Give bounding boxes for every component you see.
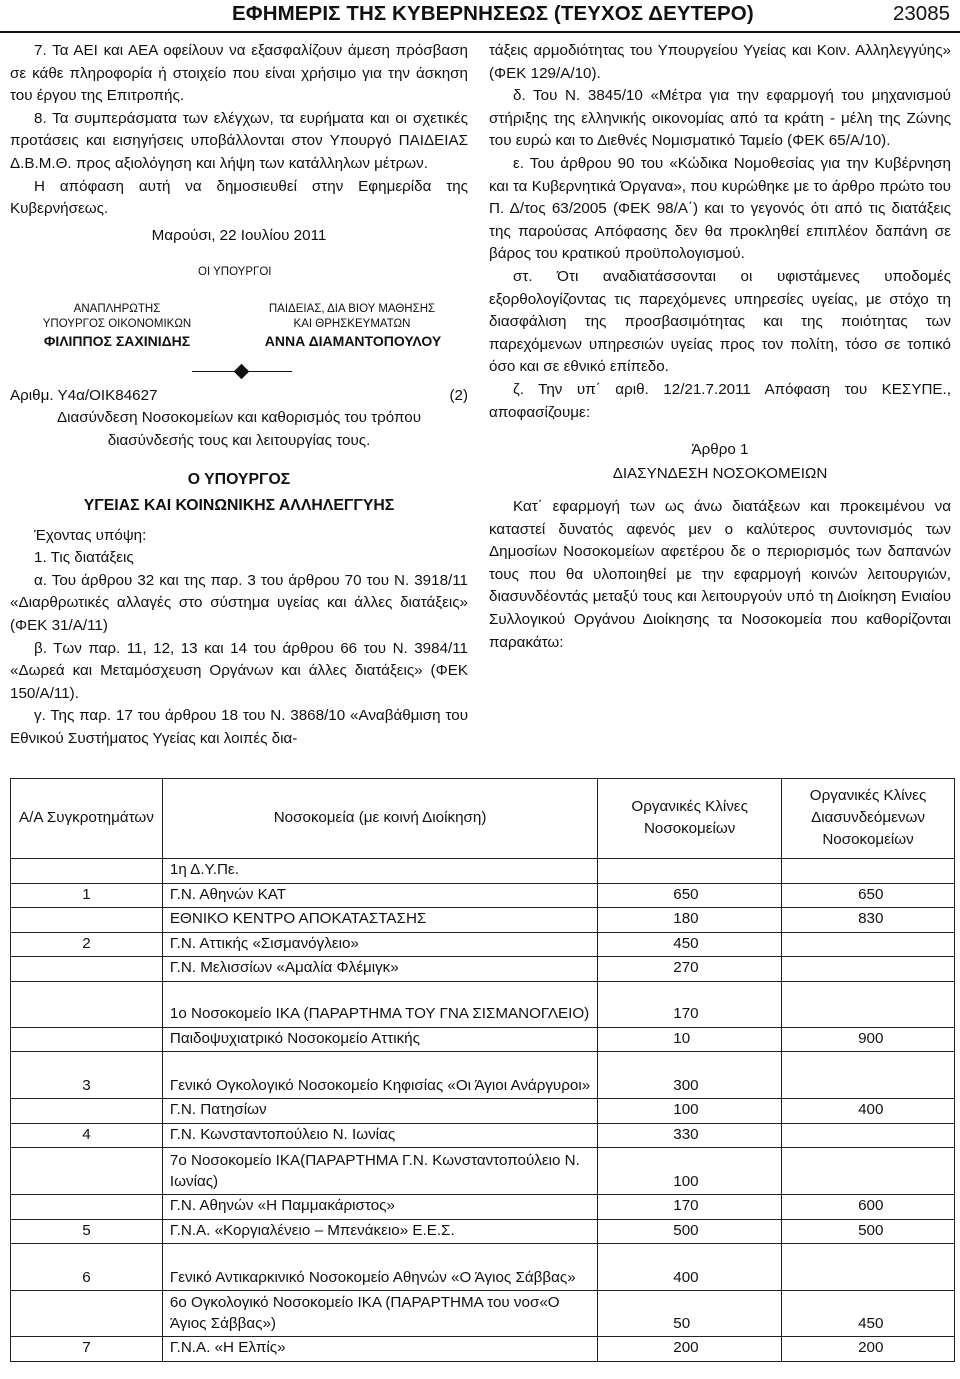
signatory-b-role-line-1: ΠΑΙΔΕΙΑΣ, ΔΙΑ ΒΙΟΥ ΜΑΘΗΣΗΣ [268, 302, 436, 315]
row-group-number: 7 [11, 1337, 163, 1362]
publish-order: Η απόφαση αυτή να δημοσιευθεί στην Εφημερίδα της Κυβερνήσεως. [10, 177, 468, 218]
table-row [11, 859, 955, 884]
table-row [11, 957, 955, 982]
place-date: Μαρούσι, 22 Ιουλίου 2011 [151, 226, 327, 244]
section-divider [10, 361, 468, 385]
gazette-title: ΕΦΗΜΕΡΙΣ ΤΗΣ ΚΥΒΕΡΝΗΣΕΩΣ (ΤΕΥΧΟΣ ΔΕΥΤΕΡΟ) [232, 2, 754, 25]
gazette-header [0, 0, 960, 34]
right-column [489, 40, 951, 654]
signatory-a-name: ΦΙΛΙΠΠΟΣ ΣΑΧΙΝΙΔΗΣ [43, 332, 191, 349]
row-hospital-beds: 100 [598, 1148, 782, 1195]
paragraph-8: 8. Τα συμπεράσματα των ελέγχων, τα ευρήματα και οι σχετικές προτάσεις και εισηγήσεις υποβάλλονται στον Υπουργό ΠΑΙΔΕΙΑΣ Δ.Β.Μ.Θ. προς αξιολόγηση και λήψη των κατάλληλων μέτρων. [10, 109, 468, 172]
row-group-number: 2 [11, 932, 163, 957]
row-joint-beds: 200 [782, 1337, 955, 1362]
row-hospital-beds [598, 859, 782, 884]
row-hospital-name: Γ.Ν. Αθηνών «Η Παμμακάριστος» [162, 1195, 597, 1220]
decision-index: (2) [449, 386, 468, 404]
row-hospital-name: Γενικό Ογκολογικό Νοσοκομείο Κηφισίας «Οι Άγιοι Ανάργυροι» [162, 1052, 597, 1099]
table-body [11, 859, 955, 1362]
row-group-number: 4 [11, 1123, 163, 1148]
row-hospital-beds: 300 [598, 1052, 782, 1099]
row-hospital-name: Γ.Ν.Α. «Κοργιαλένειο – Μπενάκειο» Ε.Ε.Σ. [162, 1219, 597, 1244]
header-rule [0, 31, 960, 33]
row-hospital-name: ΕΘΝΙΚΟ ΚΕΝΤΡΟ ΑΠΟΚΑΤΑΣΤΑΣΗΣ [162, 908, 597, 933]
row-hospital-beds: 10 [598, 1027, 782, 1052]
table-row [11, 1099, 955, 1124]
item-z: ζ. Την υπ΄ αριθ. 12/21.7.2011 Απόφαση του ΚΕΣΥΠΕ., αποφασίζουμε: [489, 380, 951, 421]
row-hospital-beds: 330 [598, 1123, 782, 1148]
row-group-number [11, 1027, 163, 1052]
hospitals-table [10, 778, 955, 1362]
row-hospital-name: 6ο Ογκολογικό Νοσοκομείο ΙΚΑ (ΠΑΡΑΡΤΗΜΑ του νοσ«Ο Άγιος Σάββας») [162, 1291, 597, 1337]
signatory-b-name: ΑΝΝΑ ΔΙΑΜΑΝΤΟΠΟΥΛΟΥ [264, 332, 442, 349]
row-joint-beds [782, 981, 955, 1027]
diamond-icon [234, 363, 250, 379]
row-hospital-name: Γ.Ν. Αθηνών ΚΑΤ [162, 883, 597, 908]
row-joint-beds: 600 [782, 1195, 955, 1220]
signatory-b-role-line-2: ΚΑΙ ΘΡΗΣΚΕΥΜΑΤΩΝ [293, 317, 411, 330]
row-hospital-beds: 450 [598, 932, 782, 957]
table-row [11, 1027, 955, 1052]
table-header-row [11, 779, 955, 859]
row-group-number: 6 [11, 1244, 163, 1291]
header-hospital-beds: Οργανικές Κλίνες Νοσοκομείων [598, 779, 782, 859]
row-hospital-name: 7ο Νοσοκομείο ΙΚΑ(ΠΑΡΑΡΤΗΜΑ Γ.Ν. Κωνσταντοπούλειο Ν. Ιωνίας) [162, 1148, 597, 1195]
decision-number-line [10, 385, 468, 408]
minister-line-2: ΥΓΕΙΑΣ ΚΑΙ ΚΟΙΝΩΝΙΚΗΣ ΑΛΛΗΛΕΓΓΥΗΣ [83, 496, 395, 514]
row-hospital-name: Γενικό Αντικαρκινικό Νοσοκομείο Αθηνών «Ο Άγιος Σάββας» [162, 1244, 597, 1291]
header-group-number: Α/Α Συγκροτημάτων [11, 779, 163, 859]
item-b: β. Των παρ. 11, 12, 13 και 14 του άρθρου 66 του Ν. 3984/11 «Δωρεά και Μεταμόσχευση Οργάνων και άλλες διατάξεις» (ΦΕΚ 150/Α/11). [10, 639, 468, 702]
row-hospital-beds: 180 [598, 908, 782, 933]
row-group-number [11, 859, 163, 884]
row-group-number: 1 [11, 883, 163, 908]
table-row [11, 1148, 955, 1195]
table-row [11, 908, 955, 933]
row-hospital-name: Γ.Ν. Αττικής «Σισμανόγλειο» [162, 932, 597, 957]
row-group-number [11, 1148, 163, 1195]
page-number: 23085 [892, 2, 950, 25]
continuation: τάξεις αρμοδιότητας του Υπουργείου Υγείας και Κοιν. Αλληλεγγύης» (ΦΕΚ 129/Α/10). [489, 42, 951, 82]
provisions: 1. Τις διατάξεις [34, 549, 134, 567]
row-joint-beds [782, 1244, 955, 1291]
row-hospital-beds: 50 [598, 1291, 782, 1337]
row-hospital-beds: 270 [598, 957, 782, 982]
row-joint-beds: 450 [782, 1291, 955, 1337]
row-group-number: 3 [11, 1052, 163, 1099]
row-hospital-name: Γ.Ν.Α. «Η Ελπίς» [162, 1337, 597, 1362]
row-hospital-beds: 200 [598, 1337, 782, 1362]
decision-title: Διασύνδεση Νοσοκομείων και καθορισμός του τρόπου διασύνδεσής τους και λειτουργίας τους. [56, 409, 422, 449]
paragraph-7: 7. Τα ΑΕΙ και ΑΕΑ οφείλουν να εξασφαλίζουν άμεση πρόσβαση σε κάθε πληροφορία ή στοιχείο που είναι χρήσιμο για την άσκηση του έργου της Επιτροπής. [10, 42, 468, 105]
table-row [11, 932, 955, 957]
row-hospital-beds: 100 [598, 1099, 782, 1124]
row-hospital-name: 1ο Νοσοκομείο ΙΚΑ (ΠΑΡΑΡΤΗΜΑ ΤΟΥ ΓΝΑ ΣΙΣΜΑΝΟΓΛΕΙΟ) [162, 981, 597, 1027]
considering: Έχοντας υπόψη: [34, 526, 147, 544]
row-joint-beds [782, 957, 955, 982]
row-joint-beds: 830 [782, 908, 955, 933]
row-joint-beds [782, 1052, 955, 1099]
article-text: Κατ΄ εφαρμογή των ως άνω διατάξεων και προκειμένου να καταστεί δυνατός αφενός μεν ο καλύτερος συντονισμός των Δημοσίων Νοσοκομείων αφετέρου δε ο περιορισμός των δαπανών τους που θα υλοποιηθεί με την εφαρμογή κοινών λειτουργιών, διασυνδέοντάς μεταξύ τους και λειτουργούν υπό τη Διοίκηση Ενιαίου Συλλογικού Οργάνου Διοίκησης τα Νοσοκομεία που καθορίζονται παρακάτω: [489, 498, 951, 651]
table-row [11, 1337, 955, 1362]
signatures-heading: ΟΙ ΥΠΟΥΡΓΟΙ [198, 265, 272, 278]
table-row [11, 1123, 955, 1148]
row-joint-beds: 900 [782, 1027, 955, 1052]
signatory-b-role [240, 302, 464, 332]
row-group-number [11, 981, 163, 1027]
row-joint-beds [782, 1123, 955, 1148]
item-d: δ. Του Ν. 3845/10 «Μέτρα για την εφαρμογή του μηχανισμού στήριξης της ελληνικής οικονομίας από τα κράτη - μέλη της Ζώνης του ευρώ και το Διεθνές Νομισματικό Ταμείο (ΦΕΚ 65/Α/10). [489, 87, 951, 150]
row-hospital-beds: 170 [598, 1195, 782, 1220]
row-hospital-name: Γ.Ν. Πατησίων [162, 1099, 597, 1124]
table-row [11, 1291, 955, 1337]
row-joint-beds [782, 1148, 955, 1195]
row-joint-beds: 400 [782, 1099, 955, 1124]
row-hospital-beds: 650 [598, 883, 782, 908]
row-hospital-name: Παιδοψυχιατρικό Νοσοκομείο Αττικής [162, 1027, 597, 1052]
signature-block [10, 255, 468, 361]
row-group-number: 5 [11, 1219, 163, 1244]
item-e: ε. Του άρθρου 90 του «Κώδικα Νομοθεσίας για την Κυβέρνηση και τα Κυβερνητικά Όργανα», που κυρώθηκε με το άρθρο πρώτο του Π. Δ/τος 63/2005 (ΦΕΚ 98/Α΄) και το γεγονός ότι από τις διατάξεις της παρούσας Απόφασης δεν θα προκληθεί επιπλέον δαπάνη σε βάρος του κρατικού προϋπολογισμού. [489, 154, 951, 263]
article-number: Άρθρο 1 [691, 441, 749, 459]
header-hospitals: Νοσοκομεία (με κοινή Διοίκηση) [162, 779, 597, 859]
row-group-number [11, 1291, 163, 1337]
row-joint-beds: 650 [782, 883, 955, 908]
row-group-number [11, 957, 163, 982]
row-joint-beds [782, 859, 955, 884]
signatory-a-role-line-2: ΥΠΟΥΡΓΟΣ ΟΙΚΟΝΟΜΙΚΩΝ [42, 317, 192, 330]
item-a: α. Του άρθρου 32 και της παρ. 3 του άρθρου 70 του Ν. 3918/11 «Διαρθρωτικές αλλαγές στο σύστημα υγείας και άλλες διατάξεις» (ΦΕΚ 31/Α/11) [10, 571, 468, 634]
row-joint-beds [782, 932, 955, 957]
table-row [11, 1244, 955, 1291]
item-st: στ. Ότι αναδιατάσσονται οι υφιστάμενες υποδομές εξορθολογίζοντας τις παρεχόμενες υπηρεσίες υγείας, με στόχο τη διασφάλιση της προσβασιμότητας και της ποιότητας των παρεχόμενων υπηρεσιών υγείας προς τον πολίτη, τόσο σε τοπικό όσο και σε εθνικό επίπεδο. [489, 267, 951, 376]
row-hospital-name: Γ.Ν. Μελισσίων «Αμαλία Φλέμιγκ» [162, 957, 597, 982]
decision-number: Αριθμ. Υ4α/ΟΙΚ84627 [10, 386, 158, 404]
row-hospital-name: 1η Δ.Υ.Πε. [162, 859, 597, 884]
minister-line-1: Ο ΥΠΟΥΡΓΟΣ [187, 470, 291, 488]
signatory-a-role [10, 302, 224, 332]
table-row [11, 1195, 955, 1220]
row-hospital-name: Γ.Ν. Κωνσταντοπούλειο Ν. Ιωνίας [162, 1123, 597, 1148]
row-joint-beds: 500 [782, 1219, 955, 1244]
row-hospital-beds: 400 [598, 1244, 782, 1291]
table-row [11, 1219, 955, 1244]
item-c: γ. Της παρ. 17 του άρθρου 18 του Ν. 3868/10 «Αναβάθμιση του Εθνικού Συστήματος Υγείας και λοιπές δια- [10, 707, 468, 747]
table-row [11, 981, 955, 1027]
row-hospital-beds: 170 [598, 981, 782, 1027]
header-joint-beds: Οργανικές Κλίνες Διασυνδεόμενων Νοσοκομείων [782, 779, 955, 859]
left-column [10, 40, 468, 750]
table-row [11, 883, 955, 908]
row-group-number [11, 1195, 163, 1220]
table-row [11, 1052, 955, 1099]
row-group-number [11, 908, 163, 933]
signatory-a-role-line-1: ΑΝΑΠΛΗΡΩΤΗΣ [73, 302, 161, 315]
article-title: ΔΙΑΣΥΝΔΕΣΗ ΝΟΣΟΚΟΜΕΙΩΝ [612, 465, 828, 483]
row-hospital-beds: 500 [598, 1219, 782, 1244]
row-group-number [11, 1099, 163, 1124]
